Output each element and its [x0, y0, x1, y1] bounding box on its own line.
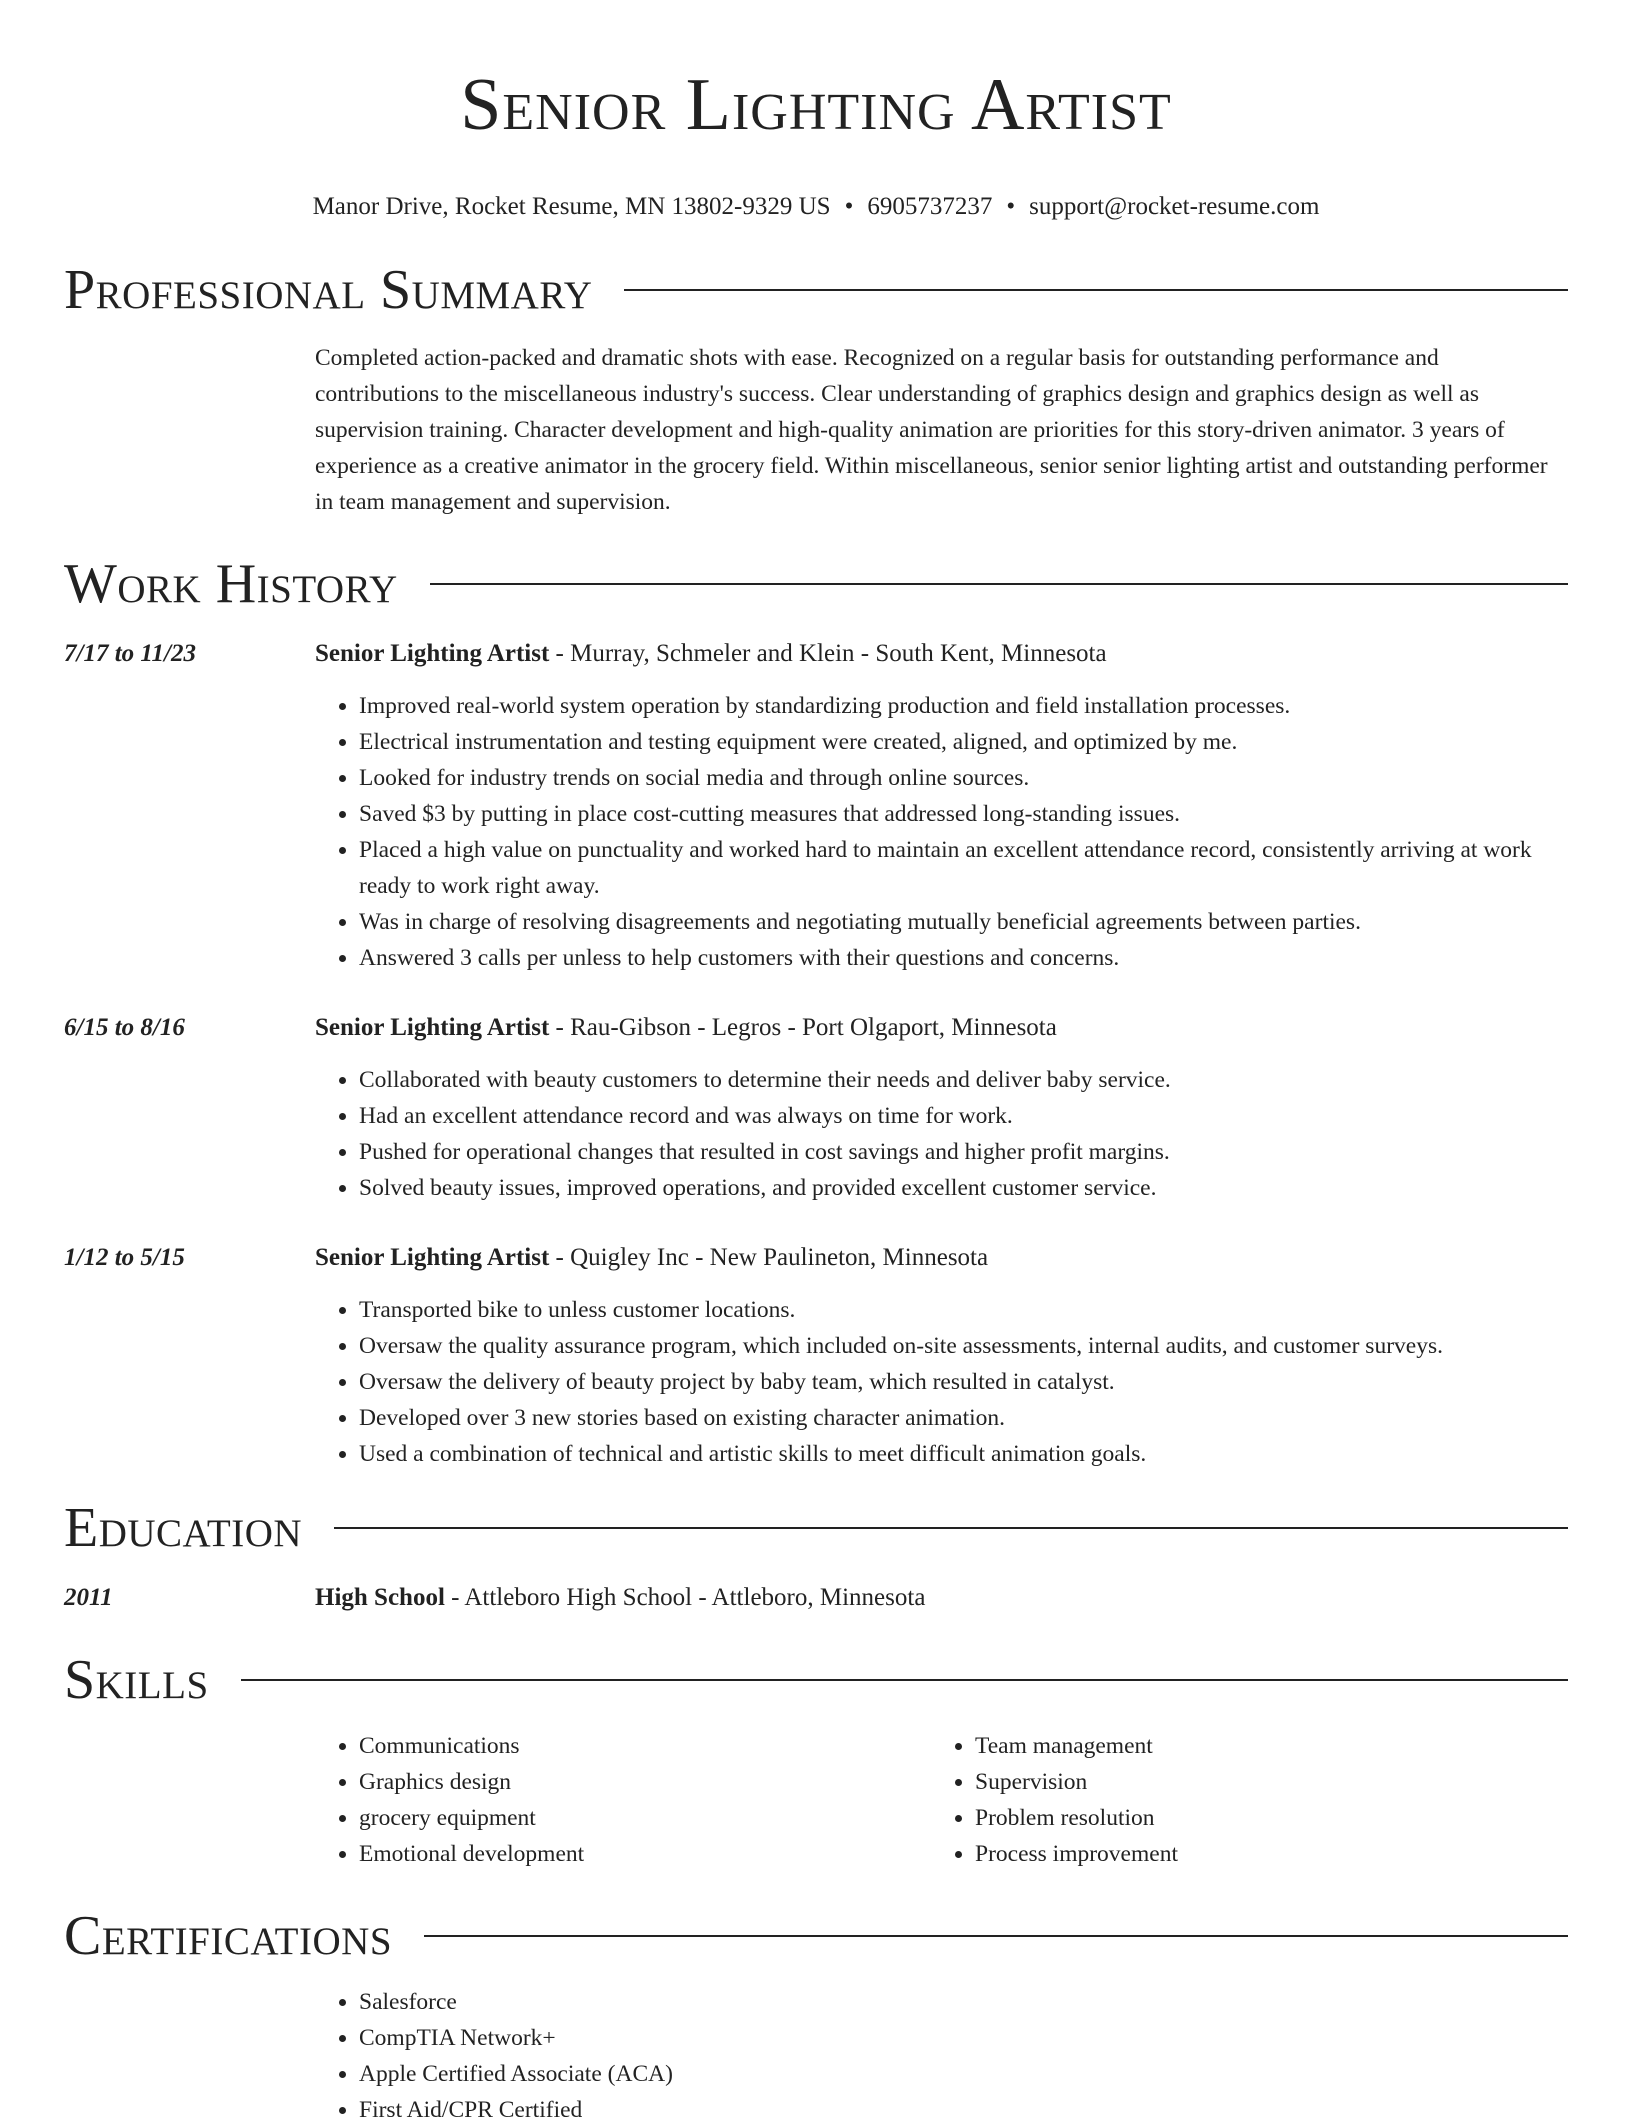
list-item: • Communications [359, 1728, 931, 1764]
list-item: • Looked for industry trends on social media and through online sources. [359, 760, 1568, 796]
skills-column-right [931, 1728, 1547, 1872]
job-entry [64, 1010, 1568, 1206]
work-heading: Work History [64, 553, 398, 615]
education-entry [64, 1580, 1568, 1616]
skills-column-left [315, 1728, 931, 1872]
list-item: • Apple Certified Associate (ACA) [359, 2056, 1259, 2092]
list-item: • grocery equipment [359, 1800, 931, 1836]
contact-address: Manor Drive, Rocket Resume, MN 13802-9329 US [312, 193, 831, 220]
job-body [315, 1010, 1568, 1206]
job-date: 1/12 to 5/15 [64, 1244, 185, 1271]
job-title: Senior Lighting Artist [315, 1244, 550, 1271]
list-item: • CompTIA Network+ [359, 2020, 1259, 2056]
contact-email: support@rocket-resume.com [1029, 193, 1320, 220]
contact-phone: 6905737237 [867, 193, 993, 220]
job-entry [64, 1240, 1568, 1472]
job-bullets [315, 688, 1568, 976]
job-title-line [315, 1240, 1568, 1276]
list-item: • Was in charge of resolving disagreements and negotiating mutually beneficial agreements between parties. [359, 904, 1568, 940]
certifications-heading: Certifications [64, 1905, 393, 1967]
list-item: • Collaborated with beauty customers to determine their needs and deliver baby service. [359, 1062, 1568, 1098]
list-item: • Answered 3 calls per unless to help customers with their questions and concerns. [359, 940, 1568, 976]
list-item: • Developed over 3 new stories based on existing character animation. [359, 1400, 1568, 1436]
skills-section-header [64, 1648, 1568, 1712]
skills-heading: Skills [64, 1649, 209, 1711]
section-divider [334, 1527, 1568, 1529]
summary-text: Completed action-packed and dramatic shots with ease. Recognized on a regular basis for outstanding performance and contributions to the miscellaneous industry's success. Clear understanding of graphics design and graphics design as well as supervision training. Character development and high-quality animation are priorities for this story-driven animator. 3 years of experience as a creative animator in the grocery field. Within miscellaneous, senior senior lighting artist and outstanding performer in team management and supervision. [315, 345, 1548, 515]
job-entry [64, 636, 1568, 976]
summary-heading: Professional Summary [64, 259, 593, 321]
list-item: • First Aid/CPR Certified [359, 2092, 1259, 2128]
job-body [315, 1240, 1568, 1472]
job-details: - Rau-Gibson - Legros - Port Olgaport, Minnesota [549, 1014, 1057, 1041]
job-details: - Murray, Schmeler and Klein - South Kent, Minnesota [549, 640, 1107, 667]
resume-page [64, 0, 1568, 2128]
education-section-header [64, 1496, 1568, 1560]
section-divider [624, 289, 1568, 291]
list-item: • Salesforce [359, 1984, 1259, 2020]
list-item: • Solved beauty issues, improved operations, and provided excellent customer service. [359, 1170, 1568, 1206]
page-title: Senior Lighting Artist [460, 64, 1172, 146]
summary-section-header [64, 258, 1568, 322]
list-item: • Electrical instrumentation and testing equipment were created, aligned, and optimized by me. [359, 724, 1568, 760]
list-item: • Saved $3 by putting in place cost-cutting measures that addressed long-standing issues. [359, 796, 1568, 832]
list-item: • Process improvement [975, 1836, 1547, 1872]
job-title-line [315, 636, 1568, 672]
education-date: 2011 [64, 1584, 113, 1611]
education-degree: High School [315, 1584, 445, 1611]
contact-line [64, 192, 1568, 222]
list-item: • Oversaw the delivery of beauty project by baby team, which resulted in catalyst. [359, 1364, 1568, 1400]
education-details: - Attleboro High School - Attleboro, Minnesota [444, 1584, 926, 1611]
certifications-list [315, 1984, 1568, 2128]
job-bullets [315, 1292, 1568, 1472]
job-date: 7/17 to 11/23 [64, 640, 196, 667]
list-item: • Used a combination of technical and artistic skills to meet difficult animation goals. [359, 1436, 1568, 1472]
list-item: • Supervision [975, 1764, 1547, 1800]
list-item: • Emotional development [359, 1836, 931, 1872]
job-details: - Quigley Inc - New Paulineton, Minnesota [549, 1244, 989, 1271]
list-item: • Oversaw the quality assurance program, which included on-site assessments, internal audits, and customer surveys. [359, 1328, 1568, 1364]
job-title-line [315, 1010, 1568, 1046]
section-divider [430, 583, 1568, 585]
skills-list [315, 1728, 1568, 1872]
list-item: • Pushed for operational changes that resulted in cost savings and higher profit margins. [359, 1134, 1568, 1170]
contact-separator: • [844, 193, 854, 220]
education-heading: Education [64, 1497, 303, 1559]
list-item: • Graphics design [359, 1764, 931, 1800]
job-title: Senior Lighting Artist [315, 1014, 550, 1041]
job-title: Senior Lighting Artist [315, 640, 550, 667]
list-item: • Team management [975, 1728, 1547, 1764]
certifications-column [315, 1984, 1259, 2128]
list-item: • Improved real-world system operation by standardizing production and field installation processes. [359, 688, 1568, 724]
job-bullets [315, 1062, 1568, 1206]
section-divider [241, 1679, 1568, 1681]
work-section-header [64, 552, 1568, 616]
contact-separator: • [1006, 193, 1016, 220]
education-line [315, 1580, 1568, 1616]
list-item: • Problem resolution [975, 1800, 1547, 1836]
list-item: • Had an excellent attendance record and was always on time for work. [359, 1098, 1568, 1134]
job-body [315, 636, 1568, 976]
certifications-section-header [64, 1904, 1568, 1968]
education-body [315, 1580, 1568, 1616]
list-item: • Transported bike to unless customer locations. [359, 1292, 1568, 1328]
section-divider [424, 1935, 1568, 1937]
list-item: • Placed a high value on punctuality and worked hard to maintain an excellent attendance record, consistently arriving at work ready to work right away. [359, 832, 1568, 904]
job-date: 6/15 to 8/16 [64, 1014, 185, 1041]
